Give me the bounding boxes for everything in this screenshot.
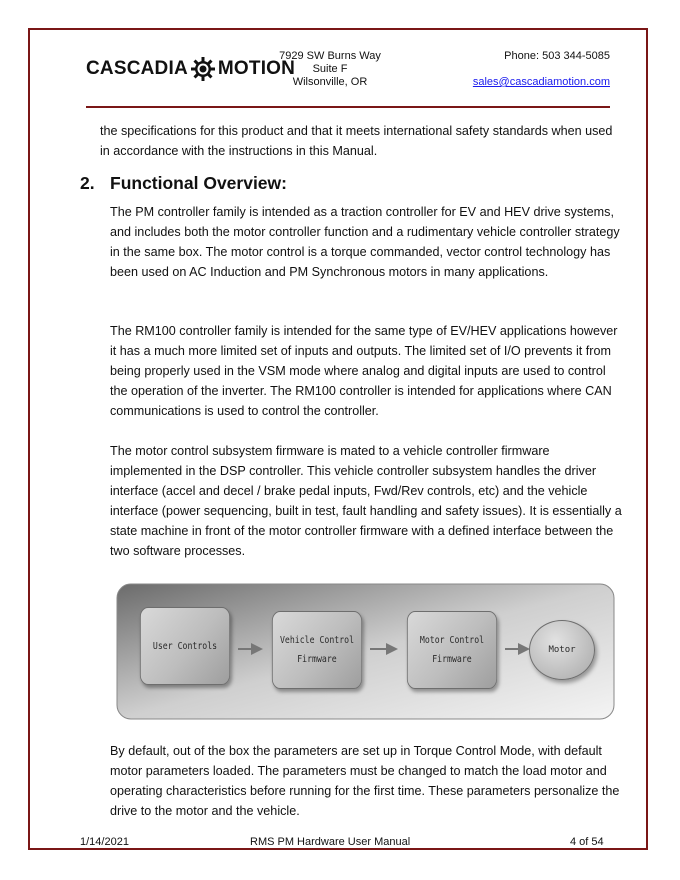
address-line: Wilsonville, OR [292, 76, 368, 88]
body-paragraph: The RM100 controller family is intended for the same type of EV/HEV applications however it has a much more limited set of inputs and outputs. The limited set of I/O prevents it from being properly used in the VSM mode where analog and digital inputs are used to control the operation of the inverter. The RM100 controller is intended for applications where CAN communications is used to control the controller. [110, 324, 618, 418]
footer-title: RMS PM Hardware User Manual [250, 836, 411, 848]
footer-page-number: 4 of 54 [570, 836, 604, 848]
section-number: 2. [80, 173, 95, 193]
address-line: Suite F [312, 63, 348, 75]
body-paragraph: By default, out of the box the parameters are set up in Torque Control Mode, with default motor parameters loaded. The parameters must be changed to match the load motor and operating characteristics before running for the first time. These parameters personalize the drive to the motor and the vehicle. [110, 744, 620, 818]
footer-date: 1/14/2021 [80, 836, 129, 848]
block-label: Motor Control [419, 635, 485, 646]
body-paragraph: The PM controller family is intended as a traction controller for EV and HEV drive systems, and includes both the motor controller function and a rudimentary vehicle controller strategy in the same box. The motor control is a torque commanded, vector control technology has been used on AC Induction and PM Synchronous motors in many applications. [110, 205, 620, 279]
functional-block-diagram [116, 583, 616, 721]
block-label: Motor [548, 645, 576, 655]
logo-text-right: MOTION [217, 58, 296, 79]
section-title: Functional Overview: [110, 173, 287, 193]
block-label: Firmware [432, 654, 472, 665]
company-address [268, 50, 392, 89]
company-phone: Phone: 503 344-5085 [504, 50, 610, 62]
logo-text-left: CASCADIA [86, 58, 188, 79]
block-user-controls [140, 607, 230, 685]
header-divider [86, 106, 610, 108]
block-label: Vehicle Control [279, 635, 355, 646]
block-motor [529, 620, 595, 680]
block-vehicle-control-firmware [272, 611, 362, 689]
company-email-link[interactable]: sales@cascadiamotion.com [472, 76, 610, 88]
company-logo [86, 56, 295, 82]
section-heading [80, 173, 287, 194]
address-line: 7929 SW Burns Way [279, 50, 381, 62]
block-label: Firmware [297, 654, 337, 665]
block-motor-control-firmware [407, 611, 497, 689]
gear-icon [190, 56, 216, 82]
body-paragraph: The motor control subsystem firmware is mated to a vehicle controller firmware implemented in the DSP controller. This vehicle controller subsystem handles the driver interface (accel and decel / brake pedal inputs, Fwd/Rev controls, etc) and the vehicle interface (power sequencing, built in test, fault handling and safety issues). It is essentially a state machine in front of the motor controller firmware with a defined interface between the two software processes. [110, 444, 622, 558]
block-label: User Controls [152, 640, 218, 652]
intro-continuation: the specifications for this product and that it meets international safety standards when used in accordance with the instructions in this Manual. [100, 124, 613, 158]
